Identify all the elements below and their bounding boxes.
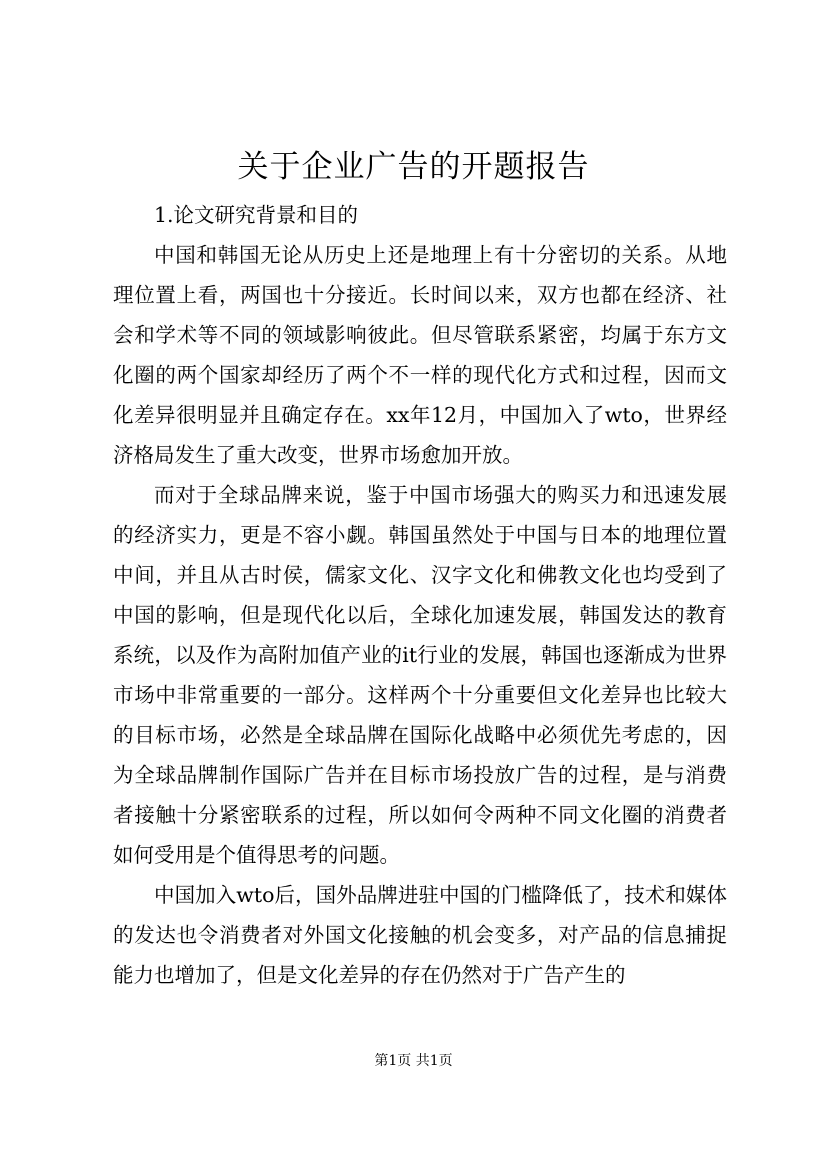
document-title: 关于企业广告的开题报告: [237, 149, 590, 185]
paragraph: 中国加入wto后，国外品牌进驻中国的门槛降低了，技术和媒体的发达也令消费者对外国文化接触的机会变多，对产品的信息捕捉能力也增加了，但是文化差异的存在仍然对于广告产生的: [113, 883, 727, 987]
document-body: [113, 195, 727, 995]
page-footer: 第1页 共1页: [374, 1053, 453, 1069]
section-heading: 1.论文研究背景和目的: [154, 203, 359, 227]
paragraph: 中国和韩国无论从历史上还是地理上有十分密切的关系。从地理位置上看，两国也十分接近。长时间以来，双方也都在经济、社会和学术等不同的领域影响彼此。但尽管联系紧密，均属于东方文化圈的两个国家却经历了两个不一样的现代化方式和过程，因而文化差异很明显并且确定存在。xx年12月，中国加入了wto，世界经济格局发生了重大改变，世界市场愈加开放。: [113, 243, 727, 467]
paragraph: 而对于全球品牌来说，鉴于中国市场强大的购买力和迅速发展的经济实力，更是不容小觑。韩国虽然处于中国与日本的地理位置中间，并且从古时侯，儒家文化、汉字文化和佛教文化也均受到了中国的影响，但是现代化以后，全球化加速发展，韩国发达的教育系统，以及作为高附加值产业的it行业的发展，韩国也逐渐成为世界市场中非常重要的一部分。这样两个十分重要但文化差异也比较大的目标市场，必然是全球品牌在国际化战略中必须优先考虑的，因为全球品牌制作国际广告并在目标市场投放广告的过程，是与消费者接触十分紧密联系的过程，所以如何令两种不同文化圈的消费者如何受用是个值得思考的问题。: [113, 483, 727, 867]
